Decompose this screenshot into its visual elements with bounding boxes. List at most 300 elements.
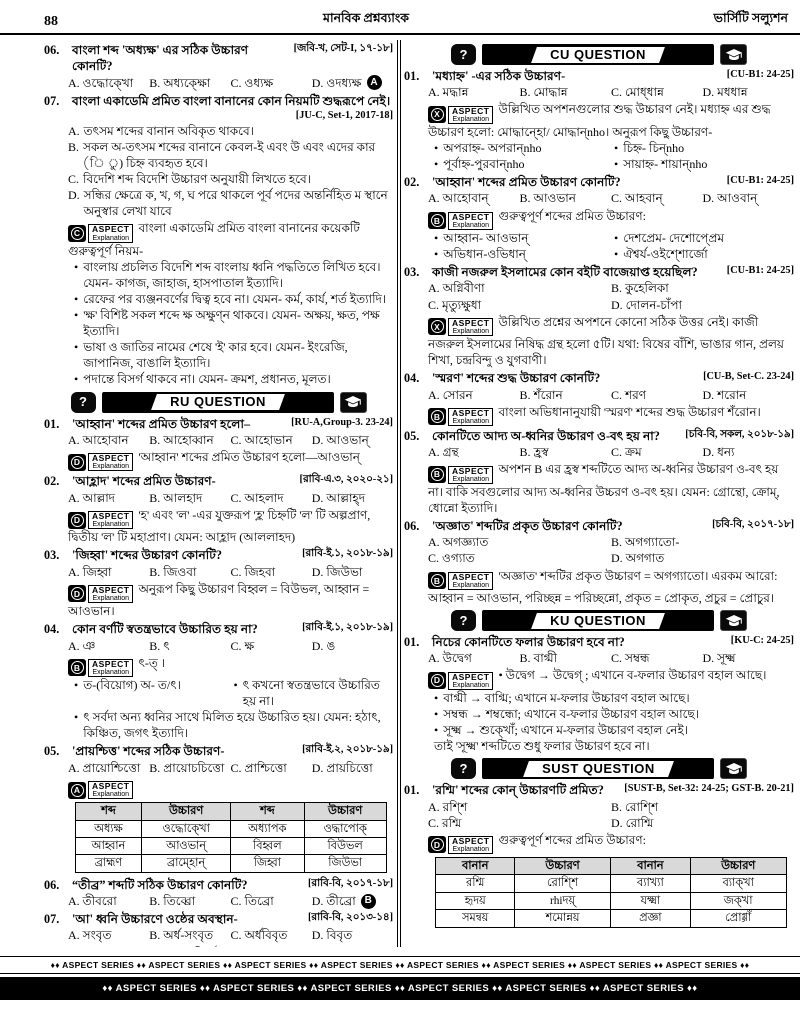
question-mark-icon: ?	[71, 392, 96, 413]
question-head	[404, 68, 794, 84]
option-item	[611, 387, 703, 403]
section-title: SUST QUESTION	[541, 760, 655, 776]
question-mark-icon: ?	[451, 758, 476, 779]
option-text: জিহবা	[244, 564, 276, 579]
bullet-row	[428, 156, 794, 172]
question-number: 05.	[44, 744, 60, 759]
question-item	[404, 782, 794, 927]
option-text: প্রাশ্চিত্তো	[244, 760, 287, 775]
option-label: B.	[611, 535, 623, 550]
question-head	[44, 911, 393, 927]
content-columns	[0, 35, 800, 947]
option-text: তীব্রো	[326, 894, 356, 909]
bullet-text: সূক্ষ্ম → শুক্খোঁ; এখানে ম-ফলার উচ্চারণ বহাল নেই।	[443, 723, 689, 737]
question-number: 07.	[44, 93, 60, 108]
option-item	[428, 650, 520, 666]
bullet-item	[74, 709, 393, 741]
bullet-icon: •	[233, 678, 238, 693]
options-list	[404, 387, 794, 403]
explanation-header	[428, 836, 493, 854]
graduation-cap-icon	[720, 758, 747, 779]
bullet-icon: •	[434, 230, 439, 245]
option-item	[312, 564, 393, 580]
option-label: A.	[68, 123, 80, 138]
table-row	[436, 892, 786, 909]
table-header-row	[75, 803, 386, 820]
option-text: দোলন-চাঁপা	[625, 297, 683, 312]
section-title: RU QUESTION	[169, 394, 266, 410]
question-source-tag: [রাবি-বি, ২০১৩-১৪]	[308, 912, 393, 924]
option-text: অগগাত	[625, 551, 665, 566]
question-item	[404, 174, 794, 262]
bullet-row	[68, 259, 393, 291]
option-label: A.	[428, 191, 440, 206]
option-text: সংবৃত	[82, 928, 112, 943]
option-text: ওদ্ধোক্খো	[82, 75, 134, 90]
bullet-text: ৎ সর্বদা অন্য ধ্বনির সাথে মিলিত হয়ে উচ্চারিত হয়। যেমন: হঠাৎ, কিঞ্চিত, জগৎ ইত্যাদি।	[83, 710, 381, 741]
options-list	[44, 432, 393, 448]
option-text: আহোবান	[82, 432, 129, 447]
explanation-answer-badge: B	[428, 212, 446, 229]
explanation-header	[428, 466, 493, 484]
table-cell: প্রজ্ঞা	[611, 910, 691, 927]
table-header-cell: উচ্চারণ	[690, 858, 786, 875]
bullet-row	[68, 677, 393, 709]
option-label: A.	[428, 387, 440, 402]
section-header	[44, 392, 393, 413]
option-text: ধন্য	[717, 445, 735, 460]
option-item	[520, 190, 612, 206]
option-item	[428, 550, 611, 566]
aspect-label: ASPECT Explanation	[448, 212, 493, 230]
option-label: B.	[611, 281, 623, 296]
table-cell: জিহ্বা	[230, 855, 304, 872]
option-label: D.	[311, 75, 324, 90]
option-text: রশ্মি	[442, 815, 462, 830]
options-list	[404, 84, 794, 100]
option-item	[611, 550, 794, 566]
bullet-item	[614, 246, 794, 262]
option-text: প্রায়োশ্চিত্তো	[82, 760, 141, 775]
table-cell: ব্রাম্হোন্	[142, 855, 230, 872]
table-cell: বিউভল	[304, 837, 386, 854]
option-label: C.	[230, 564, 242, 579]
table-cell: সমন্বয়	[436, 910, 515, 927]
bullet-text: অপরাহ্ন- অপরান্nho	[443, 140, 542, 155]
option-text: জিউভা	[326, 564, 363, 579]
question-source-tag: [CU-B, Set-C. 23-24]	[703, 371, 794, 383]
question-text: 'মধ্যাহ্ন' -এর সঠিক উচ্চারণ-	[432, 69, 566, 83]
option-item	[149, 490, 230, 506]
bullet-row	[68, 291, 393, 307]
explanation-answer-badge: B	[428, 408, 446, 425]
aspect-label: ASPECT Explanation	[448, 408, 493, 426]
question-head	[404, 634, 794, 650]
bullet-icon: •	[434, 723, 439, 737]
option-item	[611, 815, 794, 831]
bullet-icon: •	[74, 678, 79, 693]
table-cell: আহ্বান	[75, 837, 142, 854]
question-text: 'স্মরণ' শব্দের শুদ্ধ উচ্চারণ কোনটি?	[432, 371, 601, 386]
bullet-text: পূর্বাহ্ন-পুরবান্nho	[443, 157, 525, 171]
bullet-icon: •	[614, 140, 619, 155]
bullet-item	[434, 690, 794, 706]
aspect-label: ASPECT Explanation	[448, 466, 493, 484]
bullet-icon: •	[434, 247, 439, 261]
option-item	[703, 444, 795, 460]
question-item	[404, 428, 794, 516]
bullet-item	[434, 706, 794, 722]
options-list	[404, 799, 794, 831]
option-text: তীবরো	[82, 894, 117, 909]
question-item	[44, 743, 393, 872]
explanation-answer-badge: X	[428, 318, 446, 335]
option-text: আল্লাদ	[82, 490, 115, 505]
question-head	[404, 782, 794, 798]
explanation	[44, 655, 393, 742]
option-item	[68, 927, 149, 943]
aspect-label: ASPECT Explanation	[448, 836, 493, 854]
question-text: বাংলা শব্দ 'অধ্যক্ষ' এর সঠিক উচ্চারণ কোনটি?	[72, 43, 249, 74]
bullet-icon: •	[74, 340, 79, 355]
option-label: C.	[230, 490, 242, 505]
option-item	[703, 190, 795, 206]
table-cell: ওদ্ধাপোক্	[304, 820, 386, 837]
question-source-tag: [রাবি-বি, ২০১৭-১৮]	[308, 877, 393, 889]
option-item	[149, 75, 230, 91]
question-item	[44, 473, 393, 545]
bullet-item	[434, 156, 614, 172]
option-item	[428, 799, 611, 815]
option-text: শরণ	[625, 387, 646, 402]
bullet-text: ভাষা ও জাতির নামের শেষে 'ই' কার হবে। যেমন- ইংরেজি, জাপানিজ, বাঙালি ইত্যাদি।	[83, 340, 348, 371]
option-item	[611, 650, 703, 666]
explanation-header	[68, 585, 133, 603]
option-text: আহলাদ	[244, 490, 284, 505]
option-text: আলহাদ	[163, 490, 203, 505]
option-label: A.	[68, 760, 80, 775]
question-item	[44, 877, 393, 909]
option-label: B.	[519, 445, 531, 460]
bullet-item	[74, 371, 393, 387]
answer-badge: B	[361, 894, 376, 909]
options-list	[404, 280, 794, 312]
table-cell: শমোন্নয়	[515, 910, 611, 927]
question-text: 'আহ্বান' শব্দের প্রমিত উচ্চারণ হলো–	[72, 416, 251, 431]
table-row	[75, 820, 386, 837]
option-text: আহোবান্	[442, 191, 489, 206]
explanation-text: উল্লিখিত প্রশ্নের অপশনে কোনো সঠিক উত্তর নেই। কাজী নজরুল ইসলামের নিষিদ্ধ গ্রন্থ হলো ৫টি। যথা: বিষের বাঁশি, ভাঙার গান, প্রলয় শিখা, চন্দ্রবিন্দু ও যুগবাণী।	[428, 314, 784, 368]
question-text: 'রশ্মি' শব্দের কোন্ উচ্চারণটি প্রমিত?	[432, 783, 604, 798]
explanation-header	[428, 572, 493, 590]
option-label: D.	[311, 638, 324, 653]
option-label: D.	[702, 85, 715, 100]
question-source-tag: [RU-A,Group-3. 23-24]	[291, 416, 393, 428]
table-cell: যক্ষ্মা	[611, 892, 691, 909]
bullet-row	[428, 690, 794, 706]
option-text: অগজ্ঞ্যাত	[442, 535, 489, 550]
option-text: মৃত্যুক্ষুধা	[442, 297, 482, 312]
explanation-answer-badge: C	[68, 225, 86, 242]
option-label: B.	[149, 894, 161, 909]
option-text: মোদ্ধান্ন	[533, 85, 568, 100]
explanation-header	[428, 672, 493, 690]
table-header-cell: উচ্চারণ	[515, 858, 611, 875]
explanation-header	[428, 106, 493, 124]
option-label: D.	[702, 445, 715, 460]
question-text: কোন বর্ণটি স্বতন্ত্রভাবে উচ্চারিত হয় না?	[72, 622, 258, 637]
option-label: B.	[149, 928, 161, 943]
bullet-item	[74, 259, 393, 291]
question-number: 05.	[404, 429, 420, 443]
explanation	[404, 314, 794, 369]
option-text: মোধ্ধান্ন	[625, 85, 664, 100]
bullet-text: আহ্বান- আওভান্	[443, 230, 529, 245]
option-label: B.	[519, 651, 531, 666]
option-item	[231, 927, 312, 943]
option-label: D.	[311, 490, 324, 505]
question-text: নিচের কোনটিতে ফলার উচ্চারণ হবে না?	[432, 635, 625, 649]
graduation-cap-icon	[720, 44, 747, 65]
explanation	[404, 404, 794, 426]
aspect-label: ASPECT Explanation	[448, 106, 493, 124]
option-text: রশ্শি	[442, 799, 468, 814]
option-item	[611, 190, 703, 206]
bullet-item	[434, 230, 614, 246]
bullet-item	[434, 140, 614, 156]
question-source-tag: [রাবি-ই.১, ২০১৮-১৯]	[302, 548, 393, 560]
bullet-item	[614, 156, 794, 172]
option-label: C.	[428, 551, 440, 566]
option-text: শরোন	[717, 387, 747, 402]
aspect-label: ASPECT Explanation	[88, 224, 133, 242]
explanation	[404, 208, 794, 263]
option-item	[428, 815, 611, 831]
aspect-label: ASPECT Explanation	[88, 511, 133, 529]
bullet-icon: •	[74, 259, 79, 274]
option-item	[149, 760, 230, 776]
question-item	[44, 621, 393, 741]
option-label: A.	[68, 564, 80, 579]
question-item	[404, 518, 794, 606]
explanation-header	[68, 659, 133, 677]
option-text: সূক্ষ্ম	[717, 651, 736, 666]
option-text: গ্রন্থ	[442, 445, 459, 460]
option-label: A.	[68, 638, 80, 653]
question-head	[44, 743, 393, 759]
option-label: C.	[230, 432, 242, 447]
section-banner	[482, 44, 714, 65]
question-number: 06.	[44, 43, 60, 57]
question-item	[44, 42, 393, 91]
option-label: C.	[611, 387, 623, 402]
option-text: বাগ্মী	[533, 651, 558, 666]
bullet-text: সম্বন্ধ → শম্বন্ধো; এখানে ব-ফলার উচ্চারণ বহাল আছে।	[443, 706, 700, 721]
question-text: কোনটিতে আদ্য অ-ধ্বনির উচ্চারণ ও-বৎ হয় না?	[432, 429, 660, 443]
question-number: 03.	[44, 548, 60, 563]
option-item	[231, 893, 312, 909]
option-item	[611, 799, 794, 815]
option-label: D.	[311, 894, 324, 909]
options-list	[44, 927, 393, 943]
option-text: সম্বন্ধ	[625, 651, 650, 666]
option-item	[428, 84, 520, 100]
aspect-label: ASPECT Explanation	[448, 672, 493, 690]
option-item	[231, 760, 312, 776]
option-label: C.	[428, 297, 440, 312]
bullet-icon: •	[434, 690, 439, 705]
bullet-item	[74, 291, 393, 307]
option-label: B.	[611, 799, 623, 814]
page-title: মানবিক প্রশ্নব্যাংক	[323, 11, 409, 25]
option-item	[703, 387, 795, 403]
question-text: 'আহ্লাদ' শব্দের প্রমিত উচ্চারণ-	[72, 474, 216, 489]
option-text: ওদধ্যক্ষ	[326, 75, 362, 90]
question-number: 07.	[44, 912, 60, 927]
option-text: অধ্যক্ক্ষো	[163, 75, 211, 90]
option-item	[611, 280, 794, 296]
table-cell: ব্যাক্খা	[690, 875, 786, 892]
question-source-tag: [KU-C: 24-25]	[730, 635, 794, 646]
option-item	[312, 927, 393, 943]
explanation	[44, 507, 393, 546]
bullet-icon: •	[614, 157, 619, 171]
bullet-row	[428, 706, 794, 722]
explanation	[404, 101, 794, 172]
table-cell: জক্খা	[690, 892, 786, 909]
option-item	[231, 75, 312, 91]
option-item	[68, 893, 149, 909]
option-item	[68, 139, 393, 171]
explanation-text	[138, 946, 304, 947]
question-head	[404, 174, 794, 190]
table-cell: আওভান্	[142, 837, 230, 854]
option-text: আওভান	[533, 191, 576, 206]
option-text: অগ্নিবীণা	[442, 281, 485, 296]
question-source-tag: [চবি-বি, সকল, ২০১৮-১৯]	[685, 429, 794, 440]
option-item	[68, 75, 149, 91]
option-item	[312, 432, 393, 448]
question-text: “তীব্র” শব্দটি সঠিক উচ্চারণ কোনটি?	[72, 877, 248, 892]
option-text: বিদেশি শব্দ বিদেশি উচ্চারণ অনুযায়ী লিখতে হবে।	[83, 172, 312, 187]
explanation-note: তাই 'সূক্ষ্ম' শব্দটিতে শুধু ফলার উচ্চারণ হবে না।	[434, 739, 650, 754]
option-text: ক্রম	[625, 445, 642, 460]
question-mark-icon: ?	[451, 610, 476, 631]
explanation-header	[428, 212, 493, 230]
options-list	[44, 123, 393, 219]
option-item	[611, 297, 794, 313]
option-label: D.	[311, 564, 324, 579]
question-number: 01.	[404, 635, 420, 649]
option-text: তৎসম শব্দের বানান অবিকৃত থাকবে।	[83, 123, 254, 138]
option-label: C.	[611, 85, 623, 100]
option-item	[312, 490, 393, 506]
option-label: C.	[230, 894, 242, 909]
table-header-cell: শব্দ	[230, 803, 304, 820]
option-label: B.	[519, 85, 531, 100]
option-label: A.	[68, 894, 80, 909]
page-number: 88	[44, 14, 58, 29]
option-label: A.	[68, 75, 80, 90]
option-text: উদ্বেগ	[442, 651, 472, 666]
bullet-row	[428, 246, 794, 262]
question-source-tag: [জবি-খ, সেট-I, ১৭-১৮]	[293, 43, 393, 54]
table-cell: রোশ্শি	[515, 875, 611, 892]
aspect-label: ASPECT Explanation	[448, 572, 493, 590]
option-item	[703, 650, 795, 666]
bullet-item	[74, 677, 234, 709]
question-head	[44, 877, 393, 893]
explanation-answer-badge: D	[68, 454, 86, 471]
question-head	[404, 370, 794, 386]
option-label: D.	[611, 297, 623, 312]
explanation-text: অপশন B এর হ্রস্ব শব্দটিতে আদ্য অ-ধ্বনির উচ্চারণ ও-বৎ হয় না। বাকি সবগুলোর আদ্য অ-ধ্বনির উচ্চরণ ও-বৎ হয়। যেমন: গ্রোন্থো, ক্রোম্, ধোন্নো ইত্যাদি।	[428, 462, 780, 515]
option-item	[520, 444, 612, 460]
question-text: 'আ' ধ্বনি উচ্চারণে ওষ্ঠের অবস্থান-	[72, 912, 238, 927]
option-item	[312, 75, 393, 91]
option-label: D.	[311, 760, 324, 775]
explanation-answer-badge: D	[428, 836, 446, 853]
option-item	[231, 564, 312, 580]
table-row	[436, 910, 786, 927]
option-item	[231, 638, 312, 654]
explanation	[404, 667, 794, 754]
bullet-item	[614, 140, 794, 156]
question-item	[44, 911, 393, 947]
option-label: A.	[428, 85, 440, 100]
explanation-header	[68, 781, 133, 799]
bullet-text: রেফের পর ব্যঞ্জনবর্ণের দ্বিত্ব হবে না। যেমন- কর্ম, কার্য, শর্ত ইত্যাদি।	[83, 292, 387, 307]
option-text: তিব্রো	[244, 894, 274, 909]
question-text: বাংলা একাডেমি প্রমিত বাংলা বানানের কোন নিয়মটি শুদ্ধরূপে নেই।	[72, 93, 391, 108]
bullet-row	[428, 230, 794, 246]
table-cell: ওদ্ধোক্খো	[142, 820, 230, 837]
option-label: A.	[68, 928, 80, 943]
option-item	[312, 638, 393, 654]
explanation-text: অনুরূপ কিছু উচ্চারণ বিহ্বল = বিউভল, আহ্বান = আওভান।	[68, 581, 370, 619]
data-table	[75, 802, 387, 873]
explanation-text: 'অজ্ঞাত' শব্দটির প্রকৃত উচ্চারণ = অগগ্যাতো। এরকম আরো: আহ্বান = আওভান, পরিচ্ছন্ন = পরিচ্ছন্নো, প্রকৃত = প্রোকৃত, প্রচুর = প্রোচুর।	[428, 568, 778, 605]
question-mark-icon: ?	[451, 44, 476, 65]
question-text: কাজী নজরুল ইসলামের কোন বইটি বাজেয়াপ্ত হয়েছিল?	[432, 265, 698, 280]
options-list	[404, 190, 794, 206]
option-item	[520, 387, 612, 403]
question-number: 03.	[404, 265, 420, 280]
explanation	[44, 581, 393, 620]
bullet-icon: •	[74, 710, 79, 725]
question-head	[404, 428, 794, 444]
footer-series-bar: ♦♦ ASPECT SERIES ♦♦ ASPECT SERIES ♦♦ ASPECT SERIES ♦♦ ASPECT SERIES ♦♦ ASPECT SERIES ♦♦ ASPECT SERIES ♦♦	[0, 977, 800, 1000]
option-item	[312, 760, 393, 776]
question-head	[44, 621, 393, 637]
explanation-text: বাংলা একাডেমি প্রমিত বাংলা বানানের কয়েকটি গুরুত্বপূর্ণ নিয়ম-	[68, 221, 360, 258]
explanation-answer-badge: D	[68, 585, 86, 602]
footer-series-strip: ♦♦ ASPECT SERIES ♦♦ ASPECT SERIES ♦♦ ASPECT SERIES ♦♦ ASPECT SERIES ♦♦ ASPECT SERIES ♦♦ ASPECT SERIES ♦♦ ASPECT SERIES ♦♦ ASPECT SERIES ♦♦	[0, 956, 800, 974]
graduation-cap-icon	[340, 392, 367, 413]
section-header	[404, 44, 794, 65]
bullet-text: 'ক্ষ' বিশিষ্ট সকল শব্দে ক্ষ অক্ষুণ্ন থাকবে। যেমন- অক্ষয়, ক্ষত, পক্ষ ইত্যাদি।	[83, 308, 380, 339]
section-banner	[102, 392, 334, 413]
question-item	[404, 634, 794, 754]
option-item	[68, 171, 393, 187]
option-item	[312, 893, 393, 909]
option-label: D.	[611, 551, 623, 566]
option-text: জিওবা	[163, 564, 197, 579]
aspect-label: ASPECT Explanation	[448, 318, 493, 336]
option-label: A.	[428, 799, 440, 814]
aspect-label: ASPECT Explanation	[88, 781, 133, 799]
explanation	[404, 568, 794, 607]
